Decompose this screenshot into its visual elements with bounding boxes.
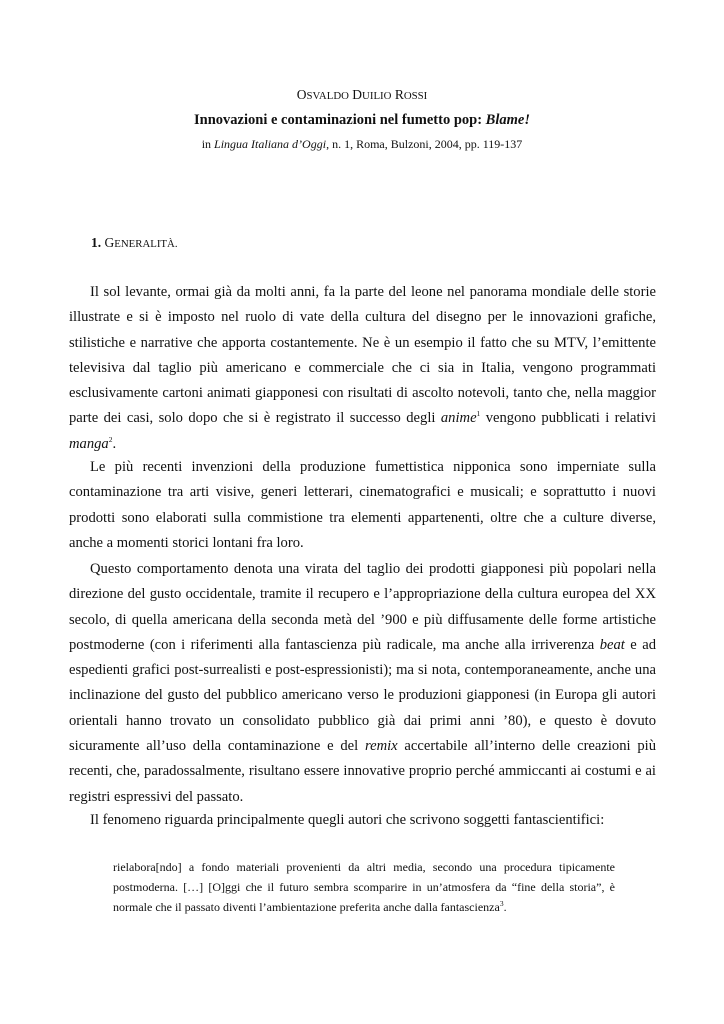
- paragraph-3: Questo comportamento denota una virata del taglio dei prodotti giapponesi più popolari nella direzione del gusto occidentale, tramite il recupero e l’appropriazione della cultura europea del XX secolo, di quella americana della seconda metà del ’900 e più diffusamente delle forme artistiche postmoderne (con i riferimenti alla fantascienza più radicale, ma anche alla irriverenza beat e ad espedienti grafici post-surrealisti e post-espressionisti); ma si nota, contemporaneamente, anche una inclinazione del gusto del pubblico americano verso le produzioni giapponesi (in Europa gli autori orientali hanno trovato un consolidato pubblico già dai primi anni ’80), e questo è dovuto sicuramente all’uso della contaminazione e del remix accertabile all’interno delle creazioni più recenti, che, paradossalmente, risultano essere innovative proprio perché ammiccanti ai costumi e ai registri espressivi del passato.: [69, 561, 656, 805]
- paragraph-1: Il sol levante, ormai già da molti anni, fa la parte del leone nel panorama mondiale delle storie illustrate e si è imposto nel ruolo di vate della cultura del disegno per le innovazioni grafiche, stilistiche e narrative che apporta costantemente. Ne è un esempio il fatto che su MTV, l’emittente televisiva dal taglio più americano e commerciale che ci sia in Italia, vengono programmati esclusivamente cartoni animati giapponesi con risultati di ascolto notevoli, tanto che, nella maggior parte dei casi, solo dopo che si è registrato il successo degli anime$^1$ vengono pubblicati i relativi manga$^2$.: [69, 284, 656, 452]
- block-quote: rielabora[ndo] a fondo materiali provenienti da altri media, secondo una procedura tipicamente postmoderna. […] [O]ggi che il futuro sembra scomparire in un’atmosfera da “fine della storia”, è normale che il passato diventi l’ambientazione preferita anche dalla fantascienza$^3$.: [113, 860, 615, 914]
- title-italic: Blame!: [485, 112, 530, 128]
- journal-name: Lingua Italiana d’Oggi: [214, 137, 327, 151]
- paragraph-4: Il fenomeno riguarda principalmente quegli autori che scrivono soggetti fantascientifici:: [90, 812, 605, 828]
- author-name: OSVALDO DUILIO ROSSI: [296, 87, 428, 102]
- paragraph-2: Le più recenti invenzioni della produzione fumettistica nipponica sono imperniate sulla contaminazione tra arti visive, generi letterari, cinematografici e musicali; e soprattutto i nuovi prodotti sono elaborati sulla commistione tra elementi appartenenti, oltre che a culture diverse, anche a momenti storici lontani fra loro.: [69, 459, 656, 551]
- footnote-ref-1[interactable]: 1: [476, 409, 481, 419]
- footnote-ref-3[interactable]: 3: [499, 899, 504, 908]
- footnote-ref-2[interactable]: 2: [108, 434, 113, 444]
- section-number: 1.: [91, 235, 105, 250]
- citation: in Lingua Italiana d’Oggi, n. 1, Roma, Bulzoni, 2004, pp. 119-137: [201, 137, 523, 151]
- paper-title: [0, 110, 724, 130]
- section-heading: 1. GENERALITÀ.: [91, 235, 178, 250]
- title-main: Innovazioni e contaminazioni nel fumetto pop:: [194, 112, 486, 128]
